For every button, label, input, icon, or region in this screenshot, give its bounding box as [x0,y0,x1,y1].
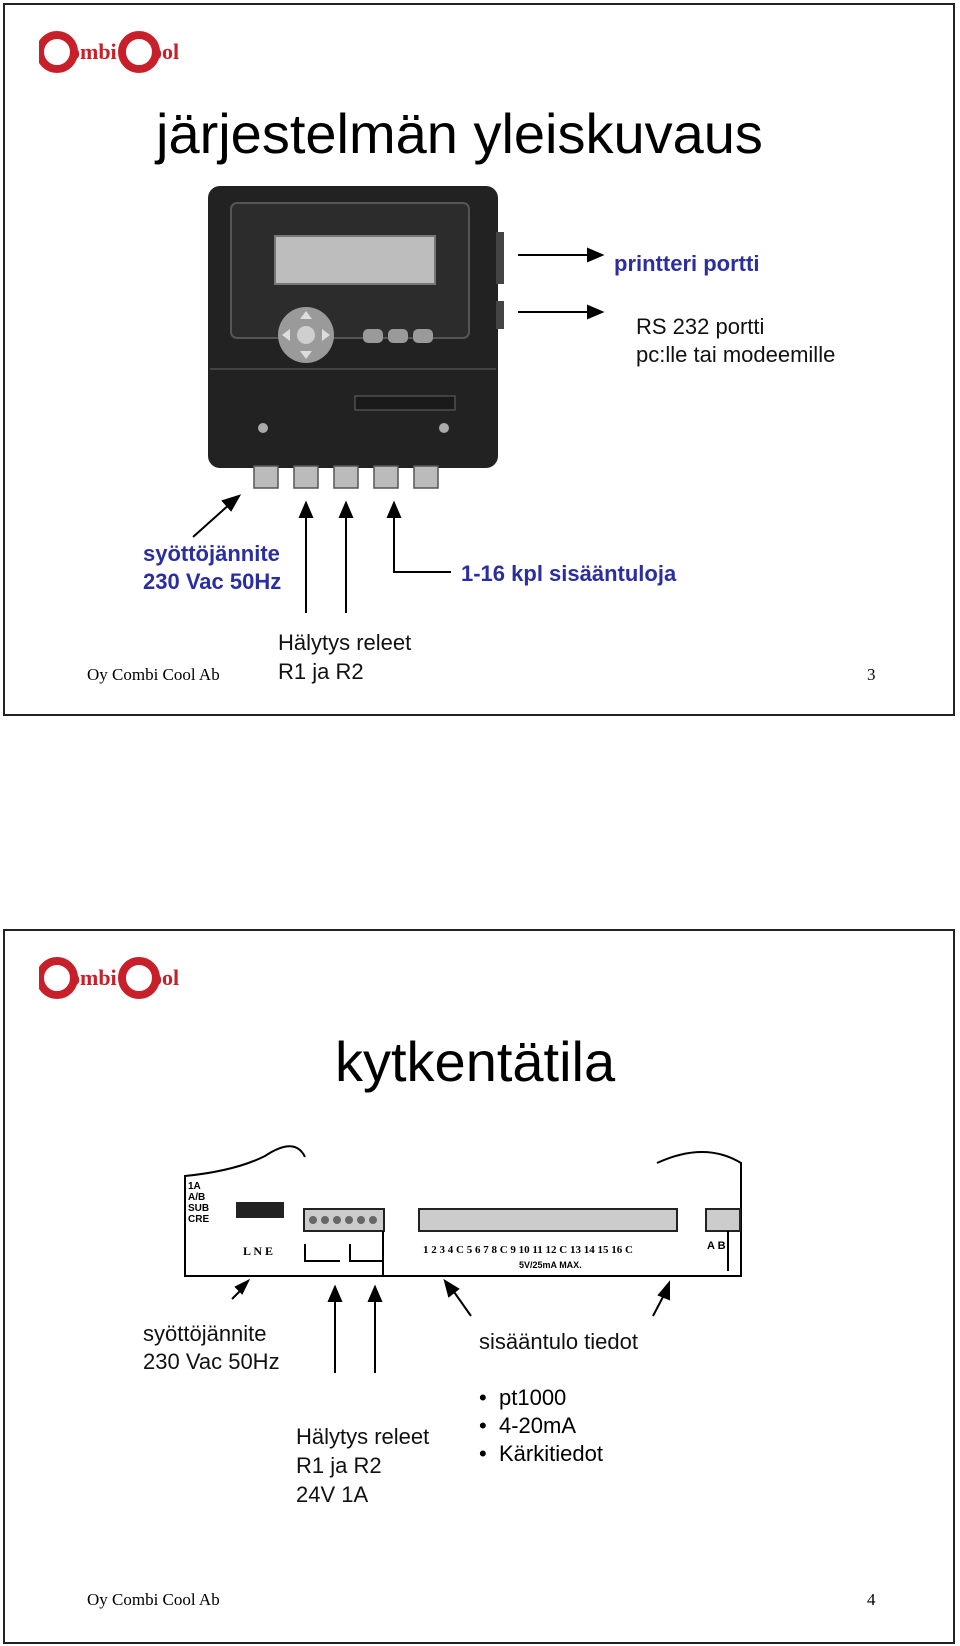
terminal-label: CRE [188,1214,210,1225]
terminal-board-diagram [5,931,953,1642]
footer-company: Oy Combi Cool Ab [87,1590,220,1609]
terminal-lne-label: L N E [243,1244,274,1258]
rs232-label-line2: pc:lle tai modeemille [636,342,836,367]
relays-label-line3: 24V 1A [296,1482,369,1507]
terminal-note: 5V/25mA MAX. [519,1260,582,1270]
list-item: • 4-20mA [479,1412,603,1440]
svg-text:ool: ool [151,965,180,990]
svg-text:ool: ool [151,39,180,64]
page-title: järjestelmän yleiskuvaus [156,102,763,165]
relays-label-line1: Hälytys releet [278,630,412,655]
terminal-label: SUB [188,1203,210,1214]
list-item: • Kärkitiedot [479,1440,603,1468]
terminal-label: A/B [188,1192,206,1203]
relays-label-line2: R1 ja R2 [296,1453,382,1478]
relays-label-line1: Hälytys releet [296,1424,430,1449]
supply-label-line1: syöttöjännite [143,541,280,566]
inputs-label: 1-16 kpl sisääntuloja [461,561,677,586]
supply-label-line2: 230 Vac 50Hz [143,569,282,594]
printer-port-label: printteri portti [614,251,760,276]
supply-label-line1: syöttöjännite [143,1321,267,1346]
input-info-label: sisääntulo tiedot [479,1329,638,1354]
relays-label-line2: R1 ja R2 [278,659,364,684]
footer-company: Oy Combi Cool Ab [87,665,220,684]
svg-text:ombi: ombi [69,965,117,990]
slide-overview [3,3,955,716]
input-types-list [479,1384,603,1468]
terminal-ab-label: A B [707,1240,726,1252]
rs232-label-line1: RS 232 portti [636,314,765,339]
terminal-label: 1A [188,1181,201,1192]
page-title: kytkentätila [335,1030,616,1093]
page-number: 3 [867,665,876,684]
supply-label-line2: 230 Vac 50Hz [143,1349,280,1374]
slide-wiring [3,929,955,1644]
list-item: • pt1000 [479,1384,603,1412]
svg-text:ombi: ombi [69,39,117,64]
page-number: 4 [867,1590,876,1609]
terminal-left-labels [188,1181,209,1225]
terminal-numbers: 1 2 3 4 C 5 6 7 8 C 9 10 11 12 C 13 14 15 16 C [423,1244,633,1256]
